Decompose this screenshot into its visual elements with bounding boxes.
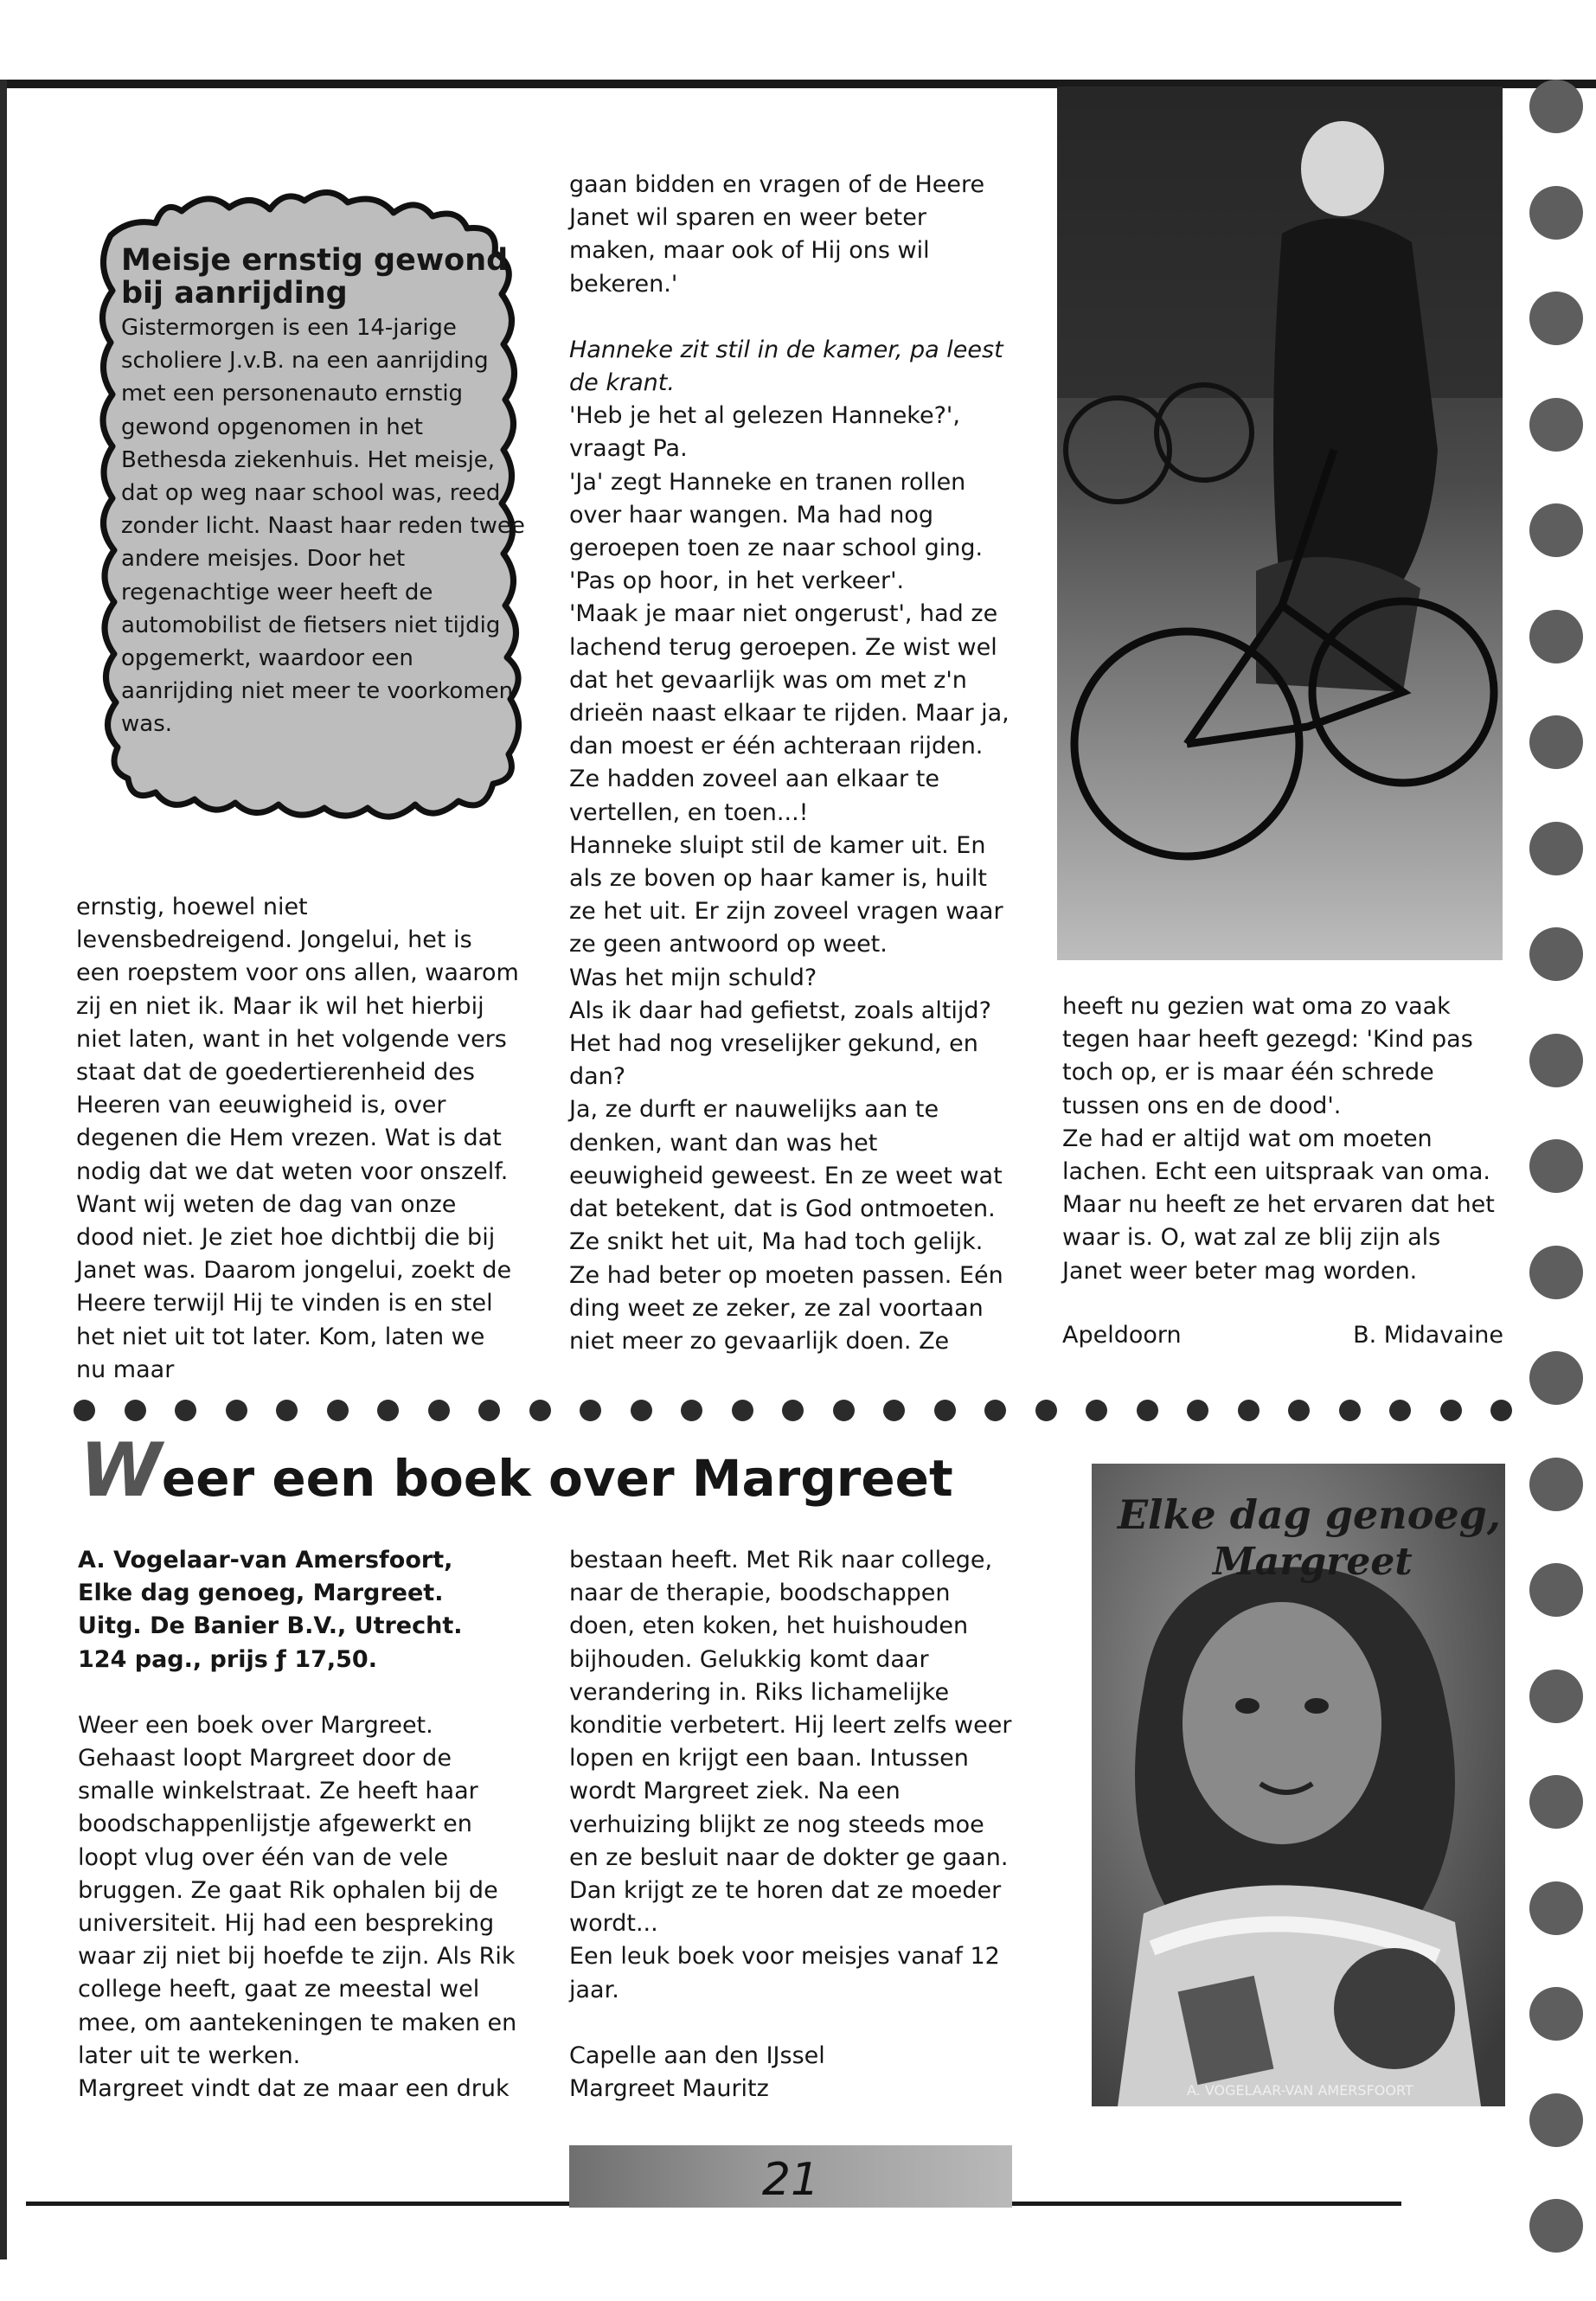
article1-col2-p1: gaan bidden en vragen of de Heere Janet wil sparen en weer beter maken, maar ook of Hij ons wil bekeren.' — [569, 171, 985, 298]
divider-dot — [1187, 1400, 1208, 1421]
article1-col2-line: Was het mijn schuld? — [569, 964, 817, 991]
margin-dot — [1529, 2093, 1583, 2147]
divider-dot — [1490, 1400, 1512, 1421]
book-info-line: A. Vogelaar-van Amersfoort, — [78, 1547, 453, 1574]
divider-dot — [1086, 1400, 1107, 1421]
cover-title-line1: Elke dag genoeg, — [1118, 1491, 1501, 1538]
article1-column2 — [569, 169, 1015, 1358]
divider-dot — [833, 1400, 855, 1421]
article1-col2-line: 'Ja' zegt Hanneke en tranen rollen over haar wangen. Ma had nog geroepen toen ze naar school ging. 'Pas op hoor, in het verkeer'. — [569, 468, 984, 595]
margin-dot — [1529, 1775, 1583, 1829]
margin-dot — [1529, 1246, 1583, 1299]
divider-dot — [226, 1400, 247, 1421]
divider-dot — [327, 1400, 349, 1421]
divider-dot — [1389, 1400, 1411, 1421]
photo-girl-on-bicycle — [1057, 87, 1503, 960]
divider-dot — [631, 1400, 652, 1421]
margin-dot — [1529, 1987, 1583, 2041]
book-info-line: Uitg. De Banier B.V., Utrecht. — [78, 1612, 463, 1640]
article1-place: Apeldoorn — [1062, 1322, 1182, 1349]
article1-column3 — [1062, 990, 1503, 1288]
margin-dot — [1529, 80, 1583, 133]
margin-dot — [1529, 1351, 1583, 1405]
divider-dot — [1035, 1400, 1057, 1421]
cover-title-line2: Margreet — [1213, 1540, 1413, 1584]
divider-dot — [1288, 1400, 1310, 1421]
divider-dot — [1339, 1400, 1361, 1421]
article2-column1 — [78, 1544, 528, 2106]
page-edge-left — [0, 80, 7, 2259]
article1-col2-italic: Hanneke zit stil in de kamer, pa leest de krant. — [569, 336, 1003, 397]
margin-dot — [1529, 292, 1583, 345]
notice-title: Meisje ernstig gewond bij aanrijding — [121, 243, 509, 311]
headline-rest: eer een boek over Margreet — [161, 1449, 953, 1508]
article2-col1-text: Weer een boek over Margreet. Gehaast loopt Margreet door de smalle winkelstraat. Ze heeft haar boodschappenlijstje afgewerkt en loopt vlug over één van de vele bruggen. Ze gaat Rik ophalen bij de universiteit. Hij had een bespreking waar zij niet bij hoefde te zijn. Als Rik college heeft, gaat ze meestal wel mee, om aantekeningen te maken en later uit te werken. — [78, 1711, 517, 2069]
notice-body: Gistermorgen is een 14-jarige scholiere J.v.B. na een aanrijding met een personenauto ernstig gewond opgenomen in het Bethesda ziekenhuis. Het meisje, dat op weg naar school was, reed zonder licht. Naast haar reden twee andere meisjes. Door het regenachtige weer heeft de automobilist de fietsers niet tijdig opgemerkt, waardoor een aanrijding niet meer te voorkomen was. — [121, 315, 525, 738]
page-number: 21 — [761, 2154, 820, 2206]
margin-dot — [1529, 398, 1583, 452]
article1-col3-p2: Ze had er altijd wat om moeten lachen. Echt een uitspraak van oma. Maar nu heeft ze het ervaren dat het waar is. O, wat zal ze blij zijn als Janet weer beter mag worden. — [1062, 1125, 1495, 1285]
article1-col3-p1: heeft nu gezien wat oma zo vaak tegen haar heeft gezegd: 'Kind pas toch op, er is maar één schrede tussen ons en de dood'. — [1062, 993, 1473, 1119]
article1-col2-line: Ze snikt het uit, Ma had toch gelijk. Ze had beter op moeten passen. Eén ding weet ze zeker, ze zal voortaan niet meer zo gevaarlijk doen. Ze — [569, 1228, 1003, 1355]
divider-dot — [934, 1400, 956, 1421]
article2-column2 — [569, 1544, 1015, 2106]
page-number-bar — [569, 2145, 1012, 2208]
article2-place: Capelle aan den IJssel — [569, 2041, 825, 2069]
article2-col2-text: bestaan heeft. Met Rik naar college, naar de therapie, boodschappen doen, eten koken, het huishouden bijhouden. Gelukkig komt daar verandering in. Riks lichamelijke konditie verbetert. Hij leert zelfs weer lopen en krijgt een baan. Intussen wordt Margreet ziek. Na een verhuizing blijkt ze nog steeds moe en ze besluit naar de dokter ge gaan. Dan krijgt ze te horen dat ze moeder wordt... — [569, 1547, 1012, 1938]
divider-dot — [681, 1400, 702, 1421]
book-cover-image — [1092, 1464, 1505, 2106]
headline-initial: W — [80, 1427, 162, 1514]
article1-col2-line: Hanneke sluipt stil de kamer uit. En als ze boven op haar kamer is, huilt ze het uit. Er zijn zoveel vragen waar ze geen antwoord op weet. — [569, 831, 1003, 958]
news-clipping — [78, 173, 528, 830]
divider-dot — [377, 1400, 399, 1421]
article1-column1 — [76, 891, 522, 1387]
divider-dot — [529, 1400, 551, 1421]
dotted-divider — [74, 1400, 1505, 1422]
divider-dot — [883, 1400, 905, 1421]
article1-signature — [1062, 1319, 1503, 1352]
divider-dot — [175, 1400, 196, 1421]
divider-dot — [580, 1400, 601, 1421]
margin-dot — [1529, 1139, 1583, 1193]
article1-col1-text: ernstig, hoewel niet levensbedreigend. Jongelui, het is een roepstem voor ons allen, waarom zij en niet ik. Maar ik wil het hierbij niet laten, want in het volgende vers staat dat de goedertierenheid des Heeren van eeuwigheid is, over degenen die Hem vrezen. Wat is dat nodig dat we dat weten voor onszelf. Want wij weten de dag van onze dood niet. Je ziet hoe dichtbij die bij Janet was. Daarom jongelui, zoekt de Heere terwijl Hij te vinden is en stel het niet uit tot later. Kom, laten we nu maar — [76, 894, 519, 1383]
margin-dot — [1529, 610, 1583, 663]
divider-dot — [1238, 1400, 1259, 1421]
margin-dot — [1529, 1458, 1583, 1511]
article1-col2-line: Ja, ze durft er nauwelijks aan te denken, want dan was het eeuwigheid geweest. En ze weet wat dat betekent, dat is God ontmoeten. — [569, 1096, 1003, 1223]
article2-author: Margreet Mauritz — [569, 2075, 769, 2103]
divider-dot — [732, 1400, 753, 1421]
article2-headline — [80, 1427, 953, 1514]
divider-dot — [1440, 1400, 1462, 1421]
cover-author: A. VOGELAAR-VAN AMERSFOORT — [1187, 2082, 1413, 2099]
margin-dot — [1529, 1563, 1583, 1617]
margin-dot — [1529, 927, 1583, 981]
divider-dot — [125, 1400, 146, 1421]
article1-col2-line: 'Heb je het al gelezen Hanneke?', vraagt Pa. — [569, 402, 960, 463]
margin-dot — [1529, 1670, 1583, 1723]
divider-dot — [782, 1400, 804, 1421]
margin-dot — [1529, 715, 1583, 769]
book-info-line: 124 pag., prijs ƒ 17,50. — [78, 1645, 377, 1673]
article1-author: B. Midavaine — [1353, 1322, 1503, 1349]
margin-dot — [1529, 503, 1583, 557]
divider-dot — [1137, 1400, 1158, 1421]
article1-col2-line: Als ik daar had gefietst, zoals altijd? Het had nog vreselijker gekund, en dan? — [569, 997, 991, 1091]
margin-dot — [1529, 186, 1583, 240]
margin-dot — [1529, 2199, 1583, 2253]
article2-col2-p2: Een leuk boek voor meisjes vanaf 12 jaar. — [569, 1943, 1000, 2003]
divider-dot — [74, 1400, 95, 1421]
divider-dot — [428, 1400, 450, 1421]
divider-dot — [478, 1400, 500, 1421]
article1-col2-line: 'Maak je maar niet ongerust', had ze lachend terug geroepen. Ze wist wel dat het gevaarlijk was om met z'n drieën naast elkaar te rijden. Maar ja, dan moest er één achteraan rijden. Ze hadden zoveel aan elkaar te vertellen, en toen...! — [569, 600, 1010, 826]
book-info-line: Elke dag genoeg, Margreet. — [78, 1580, 444, 1607]
divider-dot — [984, 1400, 1006, 1421]
divider-dot — [276, 1400, 298, 1421]
margin-dot — [1529, 1881, 1583, 1935]
margin-dot — [1529, 822, 1583, 875]
article2-col1-last: Margreet vindt dat ze maar een druk — [78, 2075, 510, 2103]
margin-dot — [1529, 1034, 1583, 1087]
